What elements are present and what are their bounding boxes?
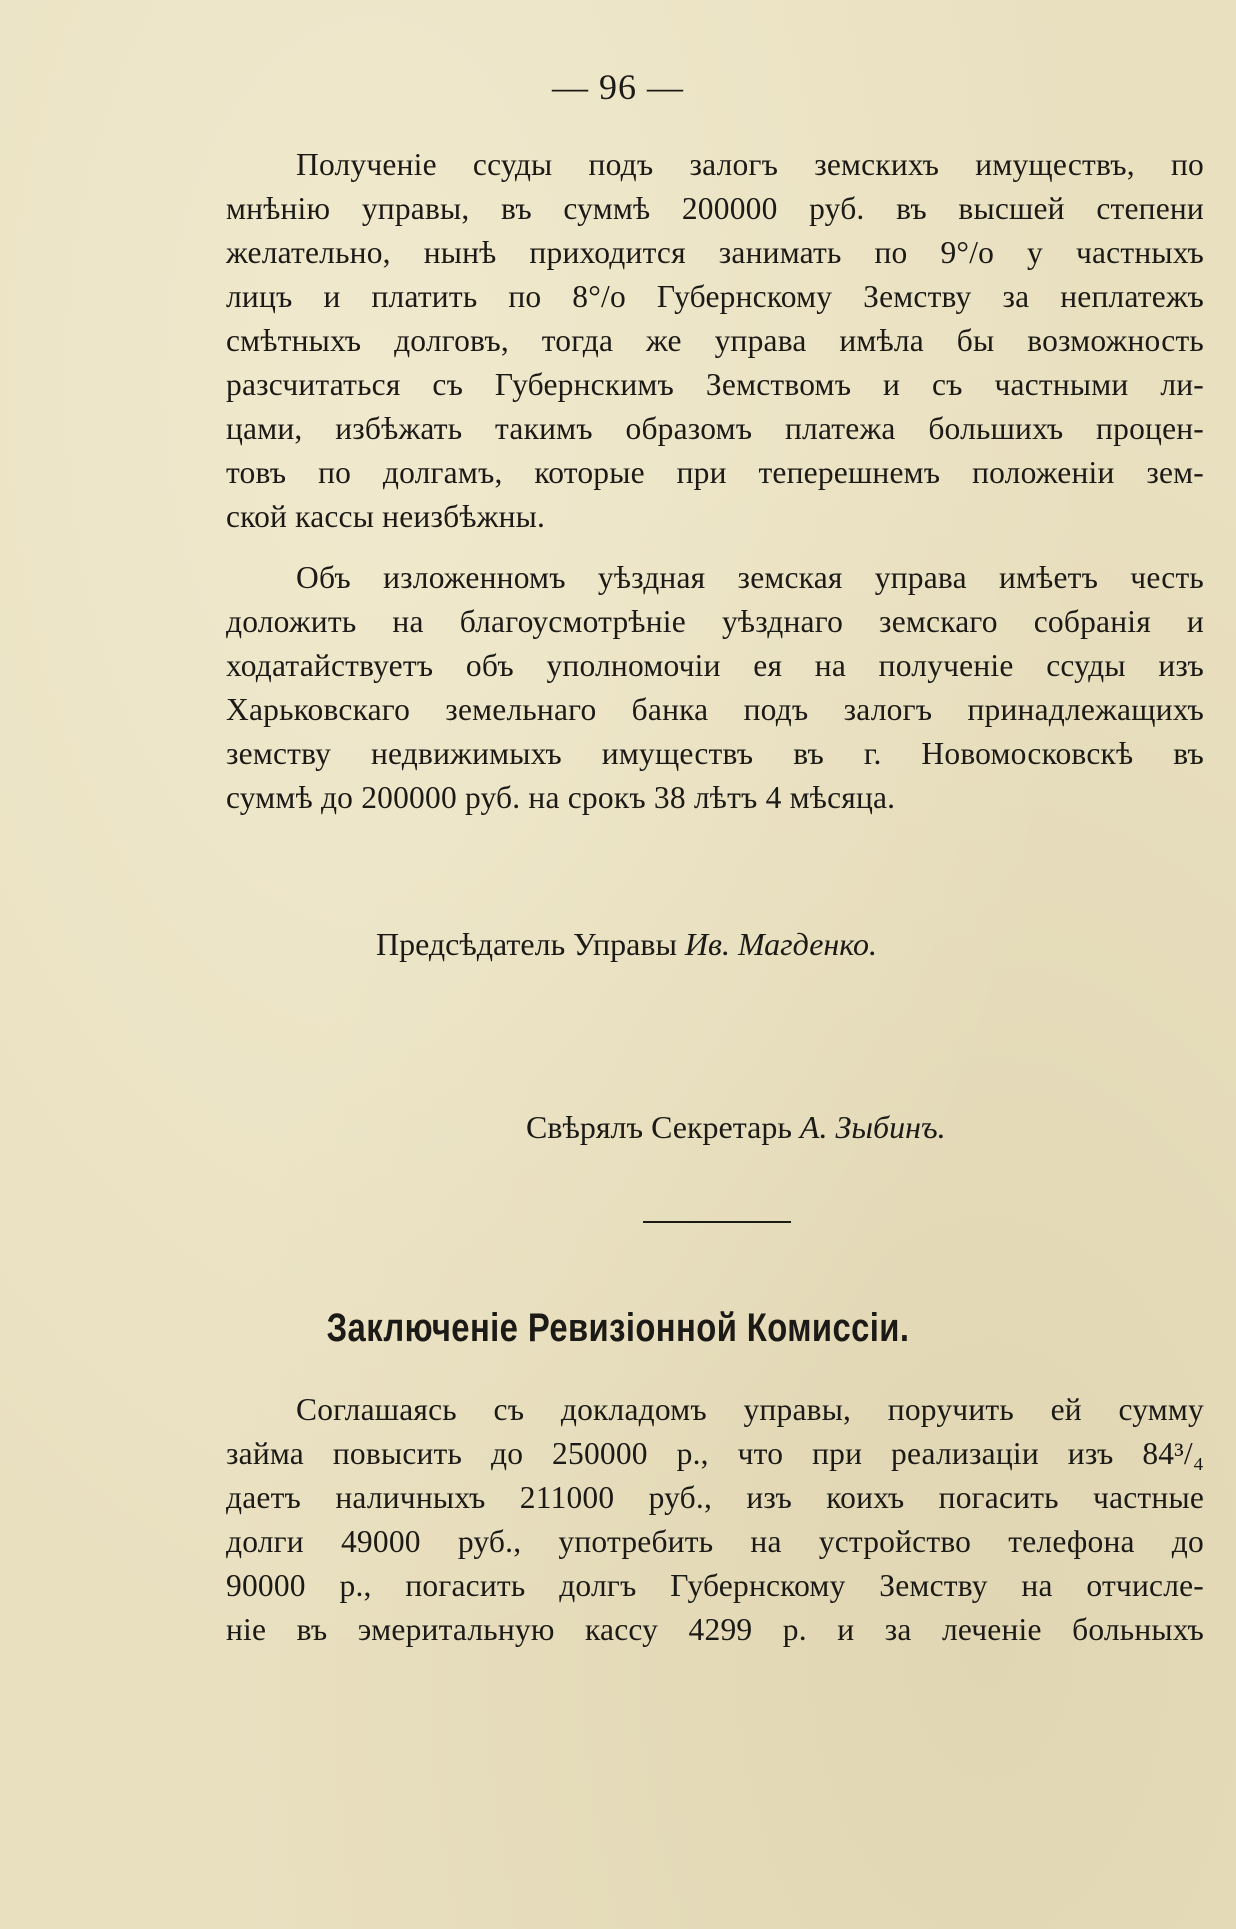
text-line: Харьковскаго земельнаго банка подъ залогъ принадлежащихъ (226, 692, 1204, 727)
signature-name: А. Зыбинъ. (799, 1109, 946, 1145)
paragraph-loan-proposal (226, 143, 1204, 539)
text-line: Объ изложенномъ уѣздная земская управа имѣетъ честь (296, 560, 1204, 595)
text-line: ской кассы неизбѣжны. (226, 499, 546, 534)
text-line: желательно, нынѣ приходится занимать по 9°/o у частныхъ (226, 235, 1204, 270)
text-line: займа повысить до 250000 р., что при реализаціи изъ 84³/₄ (226, 1436, 1204, 1471)
signature-title: Предсѣдатель Управы (376, 926, 677, 962)
paragraph-petition (226, 556, 1204, 820)
signature-title: Свѣрялъ Секретарь (526, 1109, 792, 1145)
text-line: долги 49000 руб., употребить на устройство телефона до (226, 1524, 1204, 1559)
text-line: мнѣнію управы, въ суммѣ 200000 руб. въ высшей степени (226, 191, 1204, 226)
text-line: Соглашаясь съ докладомъ управы, поручить ей сумму (296, 1392, 1204, 1427)
text-line: разсчитаться съ Губернскимъ Земствомъ и съ частными ли- (226, 367, 1204, 402)
text-line: товъ по долгамъ, которые при теперешнемъ положеніи зем- (226, 455, 1204, 490)
chairman-signature (376, 922, 877, 966)
text-line: земству недвижимыхъ имуществъ въ г. Новомосковскѣ въ (226, 736, 1204, 771)
text-line: суммѣ до 200000 руб. на срокъ 38 лѣтъ 4 мѣсяца. (226, 780, 896, 815)
paragraph-commission-conclusion (226, 1388, 1204, 1652)
text-line: доложить на благоусмотрѣніе уѣзднаго земскаго собранія и (226, 604, 1204, 639)
text-line: 90000 р., погасить долгъ Губернскому Земству на отчисле- (226, 1568, 1204, 1603)
page-number: — 96 — (552, 67, 684, 107)
text-line: даетъ наличныхъ 211000 руб., изъ коихъ погасить частные (226, 1480, 1204, 1515)
text-line: лицъ и платить по 8°/o Губернскому Земству за неплатежъ (226, 279, 1204, 314)
text-line: смѣтныхъ долговъ, тогда же управа имѣла бы возможность (226, 323, 1204, 358)
text-line: Полученіе ссуды подъ залогъ земскихъ имуществъ, по (296, 147, 1204, 182)
section-heading: Заключеніе Ревизіонной Комиссіи. (326, 1306, 910, 1350)
section-divider (643, 1221, 791, 1223)
text-line: цами, избѣжать такимъ образомъ платежа большихъ процен- (226, 411, 1204, 446)
text-line: ходатайствуетъ объ уполномочіи ея на полученіе ссуды изъ (226, 648, 1204, 683)
secretary-signature (526, 1105, 946, 1149)
text-line: ніе въ эмеритальную кассу 4299 р. и за леченіе больныхъ (226, 1612, 1204, 1647)
signature-name: Ив. Магденко. (684, 926, 878, 962)
